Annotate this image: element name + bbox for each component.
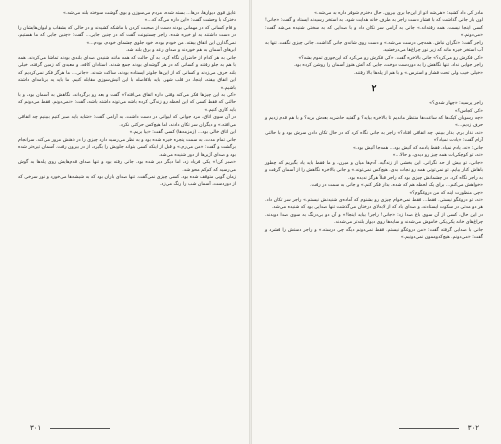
paragraph: جانی: «نه، یادم نمیاد. فقط یادمه که آتیش بود... همه‌جا آتیش بود.» — [353, 145, 483, 151]
right-page — [251, 0, 501, 444]
paragraph: مادر کی داد کشید: «هی‌شه اتو از این‌جا بری بیرون. حال دخترم شوفر داره بد می‌شه.» — [314, 11, 483, 16]
page-number-rule — [399, 428, 459, 429]
paragraph: و فام کسانی که در مهمانی بودند دست از صحبت کردن با ماشکه کشیدند و در حالی که بشقاب و لیوان‌هایشان را در دست داشتند به او خیره شده. راجر چستیونت گفت که در چنین جایی... گفت: «چنین جایی که ما هستیم، نمی‌گذارن این اتفاق بیفته. من خودم بوده، خود جلوی چشمای خودم، بودم...» — [18, 25, 236, 46]
paragraph: «نه، نذار برم. بذار ببینم. چه اتفاقی افتاد؟» راجر به جانی نگاه کرد که در حال تکان دادن سرش بود و با حالتی آرام گفت: «یادت نمیاد؟» — [265, 130, 483, 144]
left-page — [0, 0, 250, 444]
paragraph: این اتاق خالی بود... (زمزمه‌ها) کسی گفت: «بیا بریم.» — [129, 130, 236, 136]
paragraph: جانی تمام مدت، به سمت پنجره خیره شده بود و به نظر می‌رسید دارد چیزی را در ذهنش مرور می‌کند. سرانجام برگشت و گفت: «من می‌رم.» و قبل از اینکه کسی بتواند جلویش را بگیرد، از در بیرون رفت. آسمان تیره‌تر شده بود و صدای آژیرها از دور شنیده می‌شد. — [18, 137, 236, 158]
paragraph: «صبر کن!» یکی فریاد زد، اما دیگر دیر شده بود. جانی رفته بود و تنها صدای قدم‌هایش روی پله‌ها به گوش می‌رسید که کم‌کم محو شد. — [18, 160, 236, 173]
paragraph: ابرهای آسمان به هم خوردند و صدای رعد و برق بلند شد. — [125, 48, 236, 54]
paragraph: «خیلی خیب ولی تحت فشار و استرس.» و با هم از پله‌ها بالا رفتند. — [353, 70, 483, 76]
paragraph: دخترک با وحشت گفت: «این داره می‌گه که...» — [144, 18, 236, 24]
section-number: ۲ — [371, 84, 377, 95]
paragraph: «کی به این چیزها فکر می‌کنه وقتی داره اتفاق می‌افته؟» گفت و بعد رو برگرداند، نگاهش به آسمان بود، و با حالتی که فقط کسی که این لحظه رو زندگی کرده باشه می‌تونه داشته باشه، گفت: «نمی‌دونم. فقط می‌دونم که باید کاری کنیم.» — [18, 92, 236, 113]
paragraph: جانی به هر کدام از حاضران نگاه کرد. به آن حالت که همه مانند شنیدن صدای بلندی بودند تماشا می‌کردند. همه با هم به جلو رفتند و کسانی که در هر گوشه‌ای بودند جمع شدند. استادان کافه، و معبدی که زمین گرفته، خیلی بلند حرف می‌زدند و کسانی که از این‌ها جلوتر ایستاده بودند، ساکت شدند. «جانی... ما هرگز فکر نمی‌کردیم که این اتفاق بیفته، اینجا، در قلب شهر. باید بلافاصله با این آتیش‌سوزی مقابله کنیم. ما باید یه برنامه‌ای داشته باشیم.» — [18, 55, 236, 91]
paragraph: اون بار جانی گذاشت که با فشار دست راجر به طرف خانه هدایت شود. به استخر رسیدند ایستاد و گفت: «جانی! کسی اینجا نیست. همه رفته‌اند.» جانی به آرامی سر تکان داد و با صدایی که به سختی شنیده می‌شد گفت: «می‌دونم.» — [265, 18, 483, 39]
paragraph: «چه رسوبان کیک‌ها که ساعت‌ها منتظر ماندیم تا بالاخره بیاید؟ و گفتید حاضرید بعدش برید؟ و با هم قدم زدیم و حرف زدیم...» — [265, 115, 483, 129]
paragraph: «نه، تو کوچکی‌ات همه چیز رو دیدی، و حالا...» — [392, 153, 483, 159]
right-page-text-top — [265, 10, 483, 77]
paragraph: راجر پرسید: «چهار شدی؟» — [429, 101, 483, 107]
paragraph: راجر جوابی نداد. تنها نگاهش را به دوردست دوخت، جایی که آتش هنوز آسمان را روشن کرده بود. — [293, 63, 483, 69]
page-number: ۳۰۲ — [467, 424, 479, 432]
paragraph: راجر گفت: «نگران نباش. همه‌چی درست می‌شه.» و دست روی شانه‌ی جانی گذاشت. جانی چیزی نگفت. تنها به آب استخر خیره ماند که زیر نور چراغ‌ها می‌درخشید. — [265, 40, 483, 54]
paragraph: زمان گویی متوقف شده بود. کسی چیزی نمی‌گفت. تنها صدای باران بود که به شیشه‌ها می‌خورد و نور سرخی که از دوردست، آسمان شب را رنگ می‌زد. — [18, 174, 236, 188]
page-number: ۳۰۱ — [30, 424, 42, 432]
paragraph: «کی فکرش رو می‌کرد؟» جانی بالاخره گفت. «کی فکرش رو می‌کرد که این‌جوری تموم بشه؟» — [298, 55, 483, 61]
right-page-text-bottom — [265, 100, 483, 242]
paragraph: «جانی، تو بیش از حد نگرانی. این بخشی از زندگیه. آدم‌ها میان و میرن، و ما فقط باید یاد بگیریم که چطور باهاش کنار بیایم. تو نمی‌تونی همه رو نجات بدی. هیچ‌کس نمی‌تونه.» و جانی بالاخره نگاهش را از آسمان گرفت و به راجر نگاه کرد. در چشمانش چیزی بود که راجر قبلاً هرگز ندیده بود. — [265, 160, 483, 181]
paragraph: «خواهش می‌کنم... برای یک لحظه هم که شده، بذار فکر کنم.» و جانی به سمت در رفت. — [310, 183, 483, 189]
paragraph: جانی با صدایی گرفته گفت: «من دروغگو نیستم. فقط نمی‌دونم دیگه چی درسته.» و راجر دستش را فشرد و گفت: «می‌دونم. هیچ‌کدوممون نمی‌دونیم.» — [265, 227, 483, 241]
paragraph: عایق قوی دیوارها، درها... بسته شده، مردم می‌سوزن و بوی گوشت سوخته بلند می‌شه.» — [63, 11, 236, 16]
paragraph: در این حال، کسی از آن سوی باغ صدا زد: «جانی! راجر! بیاید اینجا!» و آن دو بی‌درنگ به سوی صدا دویدند. چراغ‌های خانه یکی‌یکی خاموش می‌شدند و سایه‌ها روی دیوار بلندتر می‌شدند. — [265, 212, 483, 226]
paragraph: «کی کجاس؟» — [454, 108, 483, 114]
left-page-text — [18, 10, 236, 189]
paragraph: «چی منظورت اینه که من دروغگوم؟» — [409, 190, 483, 196]
page-number-rule — [50, 428, 110, 429]
paragraph: «نه، تو دروغگو نیستی. فقط... فقط نمی‌خوام چیزی رو بشنوم که آماده‌ی شنیدنش نیستم.» راجر سر تکان داد. هر دو مدتی در سکوت ایستادند، و صدای باد که از لابه‌لای درختان می‌گذشت تنها صدایی بود که شنیده می‌شد. — [265, 197, 483, 211]
paragraph: در آن سوی اتاق، مرد جوانی که لیوانی در دست داشت، به آرامی گفت: «شاید باید صبر کنیم ببینیم چه اتفاقی می‌افته.» و دیگران سر تکان دادند، اما هیچ‌کس حرکتی نکرد. — [18, 115, 236, 128]
